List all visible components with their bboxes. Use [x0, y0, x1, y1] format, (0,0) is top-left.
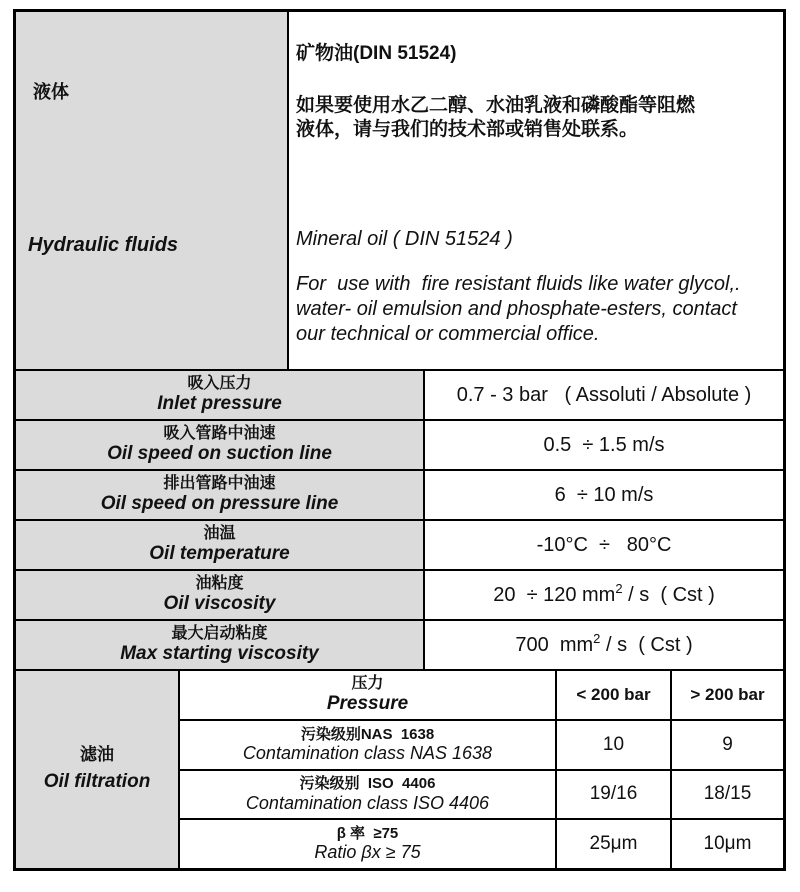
spec-value-text: 0.7 - 3 bar ( Assoluti / Absolute ) [456, 383, 752, 406]
filtration-row-nas-1638 [180, 721, 783, 771]
filtration-row-en: Contamination class ISO 4406 [245, 792, 490, 813]
fluids-zh-paragraph [296, 94, 695, 142]
spec-row-oil-viscosity [16, 571, 783, 621]
filtration-row-name [180, 721, 557, 769]
filtration-header-col-over-200bar: > 200 bar [690, 684, 765, 704]
spec-label-zh: 排出管路中油速 [163, 475, 276, 493]
spec-label-en: Inlet pressure [157, 393, 282, 415]
fluids-section [16, 12, 783, 371]
fluids-label-en: Hydraulic fluids [28, 234, 179, 256]
spec-value-text: 20 ÷ 120 mm [493, 583, 616, 606]
filtration-value-under-200bar: 10 [557, 721, 672, 769]
filtration-value-over-200bar: 18/15 [703, 783, 752, 805]
spec-value-cell [425, 471, 783, 519]
spec-value-cell [425, 371, 783, 419]
filtration-row-iso-4406 [180, 771, 783, 821]
fluids-label-cell [16, 12, 289, 369]
fluids-en-paragraph-line: our technical or commercial office. [296, 323, 600, 345]
fluids-zh-paragraph-line: 液体，请与我们的技术部或销售处联系。 [296, 119, 639, 140]
filtration-row-en: Contamination class NAS 1638 [242, 742, 493, 763]
spec-row-oil-temperature [16, 521, 783, 571]
filtration-header-col-under-200bar: < 200 bar [557, 671, 672, 719]
fluids-content-cell [289, 12, 783, 369]
spec-value-superscript: 2 [593, 630, 601, 646]
filtration-label-zh: 滤油 [80, 745, 114, 765]
filtration-row-name [180, 771, 557, 819]
spec-label-en: Oil viscosity [163, 593, 276, 615]
filtration-row-zh: 污染级别NAS 1638 [300, 725, 435, 743]
spec-label-zh: 油温 [203, 525, 236, 543]
spec-value-cell [425, 521, 783, 569]
filtration-value-under-200bar: 19/16 [557, 771, 672, 819]
filtration-header-zh: 压力 [351, 674, 384, 692]
filtration-label-cell [16, 671, 180, 868]
spec-label-en: Oil temperature [149, 543, 290, 565]
fluids-zh-mineral-oil: 矿物油(DIN 51524) [296, 43, 457, 64]
filtration-value-over-200bar: 10μm [703, 833, 752, 855]
spec-label-zh: 吸入管路中油速 [163, 425, 276, 443]
spec-value-text: / s ( Cst ) [600, 633, 693, 656]
spec-label-cell [16, 371, 425, 419]
spec-label-cell [16, 571, 425, 619]
spec-label-cell [16, 521, 425, 569]
spec-label-cell [16, 471, 425, 519]
spec-value-text: -10°C ÷ 80°C [536, 533, 672, 556]
spec-row-inlet-pressure [16, 371, 783, 421]
filtration-header-row [180, 671, 783, 721]
spec-value-text: / s ( Cst ) [622, 583, 715, 606]
spec-value-cell [425, 421, 783, 469]
filtration-header-en: Pressure [326, 693, 409, 715]
spec-row-oil-speed-pressure [16, 471, 783, 521]
spec-table [13, 9, 786, 871]
spec-value-superscript: 2 [615, 580, 623, 596]
spec-label-cell [16, 621, 425, 669]
fluids-zh-paragraph-line: 如果要使用水乙二醇、水油乳液和磷酸酯等阻燃 [296, 95, 696, 116]
spec-label-zh: 吸入压力 [187, 375, 252, 393]
filtration-row-name [180, 820, 557, 868]
filtration-row-beta-ratio [180, 820, 783, 868]
fluids-label-zh: 液体 [33, 82, 69, 102]
filtration-subtable [180, 671, 783, 868]
fluids-en-paragraph-line: water- oil emulsion and phosphate-esters, contact [296, 298, 737, 320]
spec-value-text: 700 mm [515, 633, 594, 656]
spec-value-text: 0.5 ÷ 1.5 m/s [543, 433, 665, 456]
filtration-value-over-200bar: 9 [722, 733, 733, 755]
spec-value-text: 6 ÷ 10 m/s [554, 483, 654, 506]
spec-row-oil-speed-suction [16, 421, 783, 471]
spec-label-cell [16, 421, 425, 469]
fluids-en-paragraph-line: For use with fire resistant fluids like water glycol,. [296, 273, 741, 295]
fluids-en-paragraph [296, 272, 741, 347]
spec-label-zh: 油粘度 [195, 575, 244, 593]
fluids-en-mineral-oil: Mineral oil ( DIN 51524 ) [296, 228, 513, 250]
filtration-row-en: Ratio βx ≥ 75 [314, 842, 421, 863]
spec-label-en: Oil speed on pressure line [100, 493, 339, 515]
spec-label-zh: 最大启动粘度 [171, 625, 268, 643]
spec-value-cell [425, 621, 783, 669]
filtration-value-under-200bar: 25μm [557, 820, 672, 868]
filtration-section [16, 671, 783, 868]
spec-label-en: Oil speed on suction line [107, 443, 332, 465]
spec-label-en: Max starting viscosity [120, 643, 319, 665]
spec-value-cell [425, 571, 783, 619]
filtration-row-zh: β 率 ≥75 [336, 825, 399, 843]
filtration-row-zh: 污染级别 ISO 4406 [299, 775, 436, 793]
filtration-label-en: Oil filtration [43, 771, 151, 793]
spec-row-max-starting-viscosity [16, 621, 783, 671]
filtration-header-pressure [180, 671, 557, 719]
